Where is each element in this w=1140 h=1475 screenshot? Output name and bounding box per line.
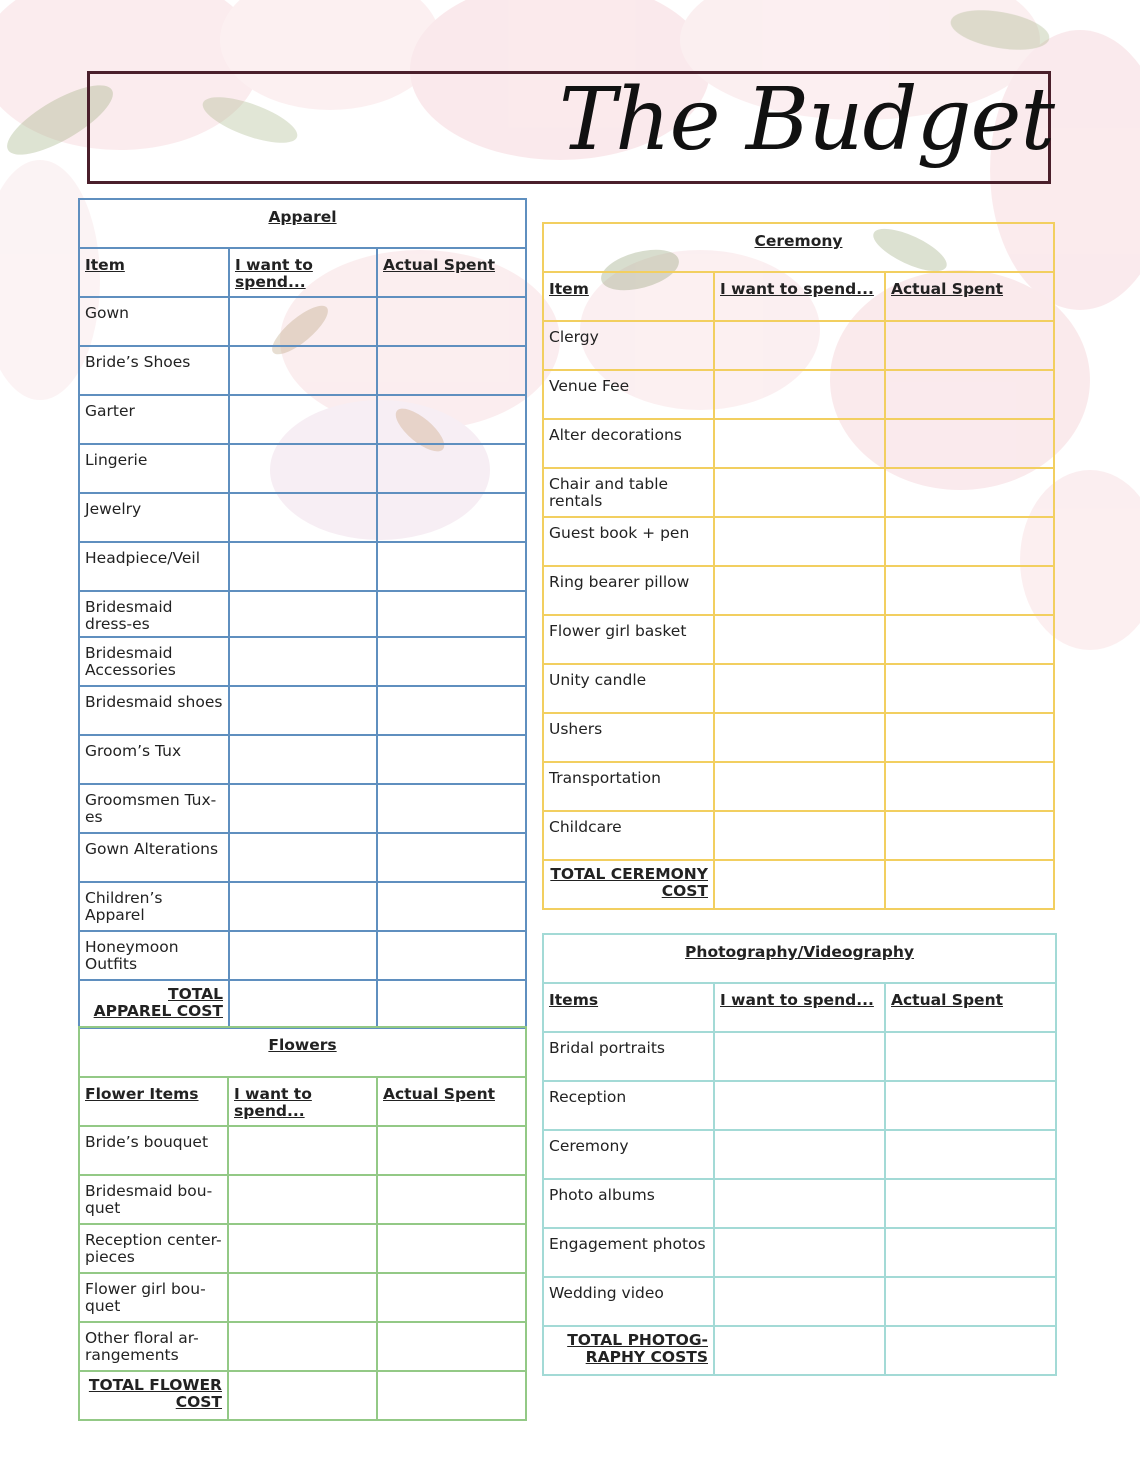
table-row [543, 1130, 1056, 1179]
photo-header-row [543, 983, 1056, 1032]
table-row [543, 468, 1054, 517]
ceremony-actual-cell[interactable] [885, 811, 1054, 860]
table-row [543, 1032, 1056, 1081]
ceremony-want-cell[interactable] [714, 713, 885, 762]
ceremony-actual-cell[interactable] [885, 468, 1054, 517]
apparel-actual-cell[interactable] [377, 493, 526, 542]
apparel-col-item-header: Item [79, 248, 229, 297]
apparel-want-cell[interactable] [229, 542, 377, 591]
flowers-actual-cell[interactable] [377, 1175, 526, 1224]
apparel-item-label: Bridesmaid dress-es [79, 591, 229, 637]
ceremony-actual-cell[interactable] [885, 762, 1054, 811]
photo-actual-cell[interactable] [885, 1179, 1056, 1228]
ceremony-actual-cell[interactable] [885, 321, 1054, 370]
table-row [79, 784, 526, 833]
ceremony-want-cell[interactable] [714, 762, 885, 811]
flowers-item-label: Flower girl bou-quet [79, 1273, 228, 1322]
apparel-actual-cell[interactable] [377, 833, 526, 882]
photo-item-label: Ceremony [543, 1130, 714, 1179]
apparel-item-label: Bridesmaid shoes [79, 686, 229, 735]
table-row [543, 419, 1054, 468]
photo-total-want-cell[interactable] [714, 1326, 885, 1375]
ceremony-item-label: Ushers [543, 713, 714, 762]
apparel-want-cell[interactable] [229, 346, 377, 395]
ceremony-item-label: Guest book + pen [543, 517, 714, 566]
ceremony-actual-cell[interactable] [885, 566, 1054, 615]
apparel-want-cell[interactable] [229, 395, 377, 444]
ceremony-item-label: Childcare [543, 811, 714, 860]
page-title: The Budget [558, 70, 1054, 170]
flowers-actual-cell[interactable] [377, 1126, 526, 1175]
ceremony-total-actual-cell[interactable] [885, 860, 1054, 909]
flowers-actual-cell[interactable] [377, 1322, 526, 1371]
photo-item-label: Photo albums [543, 1179, 714, 1228]
table-row [79, 493, 526, 542]
apparel-actual-cell[interactable] [377, 735, 526, 784]
flowers-total-row [79, 1371, 526, 1420]
table-row [79, 444, 526, 493]
apparel-item-label: Groomsmen Tux-es [79, 784, 229, 833]
flowers-header-row [79, 1077, 526, 1126]
flowers-item-label: Other floral ar-rangements [79, 1322, 228, 1371]
ceremony-item-label: Alter decorations [543, 419, 714, 468]
flowers-item-label: Bride’s bouquet [79, 1126, 228, 1175]
apparel-col-want-header: I want to spend... [229, 248, 377, 297]
apparel-want-cell[interactable] [229, 833, 377, 882]
flowers-want-cell[interactable] [228, 1175, 377, 1224]
photo-want-cell[interactable] [714, 1228, 885, 1277]
ceremony-actual-cell[interactable] [885, 419, 1054, 468]
ceremony-item-label: Venue Fee [543, 370, 714, 419]
table-row [543, 1179, 1056, 1228]
ceremony-col-want-header: I want to spend... [714, 272, 885, 321]
table-row [79, 1126, 526, 1175]
table-row [79, 1175, 526, 1224]
apparel-actual-cell[interactable] [377, 395, 526, 444]
ceremony-want-cell[interactable] [714, 811, 885, 860]
apparel-want-cell[interactable] [229, 591, 377, 637]
apparel-item-label: Gown Alterations [79, 833, 229, 882]
title-banner [87, 70, 1054, 184]
apparel-item-label: Groom’s Tux [79, 735, 229, 784]
flowers-want-cell[interactable] [228, 1273, 377, 1322]
photo-total-row [543, 1326, 1056, 1375]
flowers-want-cell[interactable] [228, 1126, 377, 1175]
ceremony-item-label: Ring bearer pillow [543, 566, 714, 615]
apparel-want-cell[interactable] [229, 444, 377, 493]
apparel-total-label: TOTAL APPAREL COST [79, 980, 229, 1028]
photo-want-cell[interactable] [714, 1081, 885, 1130]
ceremony-item-label: Clergy [543, 321, 714, 370]
apparel-item-label: Bride’s Shoes [79, 346, 229, 395]
ceremony-want-cell[interactable] [714, 419, 885, 468]
flowers-col-actual-header: Actual Spent [377, 1077, 526, 1126]
apparel-item-label: Jewelry [79, 493, 229, 542]
apparel-title-row [79, 199, 526, 248]
ceremony-total-label: TOTAL CEREMONY COST [543, 860, 714, 909]
photo-actual-cell[interactable] [885, 1277, 1056, 1326]
flowers-col-item-header: Flower Items [79, 1077, 228, 1126]
flowers-section-title: Flowers [79, 1027, 526, 1077]
ceremony-header-row [543, 272, 1054, 321]
table-row [543, 713, 1054, 762]
photo-want-cell[interactable] [714, 1277, 885, 1326]
table-row [79, 1224, 526, 1273]
table-row [543, 762, 1054, 811]
table-row [79, 591, 526, 637]
table-row [79, 297, 526, 346]
table-row [543, 811, 1054, 860]
ceremony-want-cell[interactable] [714, 370, 885, 419]
photo-col-actual-header: Actual Spent [885, 983, 1056, 1032]
apparel-table [78, 198, 527, 1029]
apparel-want-cell[interactable] [229, 686, 377, 735]
apparel-total-want-cell[interactable] [229, 980, 377, 1028]
table-row [543, 664, 1054, 713]
flowers-want-cell[interactable] [228, 1224, 377, 1273]
photo-actual-cell[interactable] [885, 1081, 1056, 1130]
ceremony-item-label: Chair and table rentals [543, 468, 714, 517]
apparel-want-cell[interactable] [229, 784, 377, 833]
apparel-item-label: Lingerie [79, 444, 229, 493]
ceremony-want-cell[interactable] [714, 615, 885, 664]
apparel-actual-cell[interactable] [377, 297, 526, 346]
photo-actual-cell[interactable] [885, 1032, 1056, 1081]
ceremony-actual-cell[interactable] [885, 713, 1054, 762]
photo-item-label: Bridal portraits [543, 1032, 714, 1081]
flowers-total-actual-cell[interactable] [377, 1371, 526, 1420]
table-row [543, 1081, 1056, 1130]
flowers-actual-cell[interactable] [377, 1273, 526, 1322]
apparel-item-label: Headpiece/Veil [79, 542, 229, 591]
apparel-want-cell[interactable] [229, 493, 377, 542]
ceremony-want-cell[interactable] [714, 468, 885, 517]
ceremony-actual-cell[interactable] [885, 517, 1054, 566]
ceremony-col-item-header: Item [543, 272, 714, 321]
photo-col-want-header: I want to spend... [714, 983, 885, 1032]
photo-section-title: Photography/Videography [543, 934, 1056, 983]
apparel-section-title: Apparel [79, 199, 526, 248]
apparel-actual-cell[interactable] [377, 637, 526, 686]
photo-actual-cell[interactable] [885, 1228, 1056, 1277]
table-row [79, 637, 526, 686]
photo-item-label: Wedding video [543, 1277, 714, 1326]
ceremony-title-row [543, 223, 1054, 272]
apparel-want-cell[interactable] [229, 297, 377, 346]
flowers-item-label: Bridesmaid bou-quet [79, 1175, 228, 1224]
ceremony-actual-cell[interactable] [885, 664, 1054, 713]
table-row [79, 931, 526, 980]
photo-table [542, 933, 1057, 1376]
table-row [79, 833, 526, 882]
ceremony-actual-cell[interactable] [885, 370, 1054, 419]
apparel-total-row [79, 980, 526, 1028]
table-row [543, 1277, 1056, 1326]
table-row [543, 321, 1054, 370]
ceremony-item-label: Flower girl basket [543, 615, 714, 664]
flowers-title-row [79, 1027, 526, 1077]
apparel-actual-cell[interactable] [377, 882, 526, 931]
photo-want-cell[interactable] [714, 1179, 885, 1228]
apparel-want-cell[interactable] [229, 735, 377, 784]
table-row [79, 882, 526, 931]
apparel-col-actual-header: Actual Spent [377, 248, 526, 297]
table-row [79, 686, 526, 735]
photo-total-label: TOTAL PHOTOG-RAPHY COSTS [543, 1326, 714, 1375]
apparel-item-label: Children’s Apparel [79, 882, 229, 931]
ceremony-total-row [543, 860, 1054, 909]
photo-title-row [543, 934, 1056, 983]
ceremony-want-cell[interactable] [714, 664, 885, 713]
apparel-header-row [79, 248, 526, 297]
table-row [543, 517, 1054, 566]
table-row [543, 1228, 1056, 1277]
flowers-col-want-header: I want to spend... [228, 1077, 377, 1126]
ceremony-want-cell[interactable] [714, 566, 885, 615]
flowers-table [78, 1026, 527, 1421]
apparel-actual-cell[interactable] [377, 784, 526, 833]
apparel-item-label: Bridesmaid Accessories [79, 637, 229, 686]
photo-total-actual-cell[interactable] [885, 1326, 1056, 1375]
apparel-want-cell[interactable] [229, 637, 377, 686]
apparel-total-actual-cell[interactable] [377, 980, 526, 1028]
table-row [79, 395, 526, 444]
apparel-actual-cell[interactable] [377, 591, 526, 637]
flowers-actual-cell[interactable] [377, 1224, 526, 1273]
table-row [543, 370, 1054, 419]
table-row [79, 542, 526, 591]
apparel-actual-cell[interactable] [377, 346, 526, 395]
apparel-want-cell[interactable] [229, 882, 377, 931]
ceremony-table [542, 222, 1055, 910]
table-row [79, 735, 526, 784]
apparel-actual-cell[interactable] [377, 931, 526, 980]
apparel-want-cell[interactable] [229, 931, 377, 980]
photo-item-label: Engagement photos [543, 1228, 714, 1277]
apparel-item-label: Gown [79, 297, 229, 346]
flowers-total-label: TOTAL FLOWER COST [79, 1371, 228, 1420]
apparel-item-label: Garter [79, 395, 229, 444]
photo-want-cell[interactable] [714, 1130, 885, 1179]
photo-item-label: Reception [543, 1081, 714, 1130]
ceremony-section-title: Ceremony [543, 223, 1054, 272]
apparel-actual-cell[interactable] [377, 542, 526, 591]
apparel-actual-cell[interactable] [377, 444, 526, 493]
ceremony-total-want-cell[interactable] [714, 860, 885, 909]
ceremony-item-label: Transportation [543, 762, 714, 811]
apparel-item-label: Honeymoon Outfits [79, 931, 229, 980]
photo-col-item-header: Items [543, 983, 714, 1032]
table-row [79, 1273, 526, 1322]
photo-actual-cell[interactable] [885, 1130, 1056, 1179]
photo-want-cell[interactable] [714, 1032, 885, 1081]
ceremony-want-cell[interactable] [714, 321, 885, 370]
apparel-actual-cell[interactable] [377, 686, 526, 735]
flowers-want-cell[interactable] [228, 1322, 377, 1371]
ceremony-item-label: Unity candle [543, 664, 714, 713]
table-row [543, 566, 1054, 615]
table-row [79, 1322, 526, 1371]
flowers-total-want-cell[interactable] [228, 1371, 377, 1420]
flowers-item-label: Reception center-pieces [79, 1224, 228, 1273]
ceremony-want-cell[interactable] [714, 517, 885, 566]
table-row [543, 615, 1054, 664]
ceremony-col-actual-header: Actual Spent [885, 272, 1054, 321]
table-row [79, 346, 526, 395]
ceremony-actual-cell[interactable] [885, 615, 1054, 664]
